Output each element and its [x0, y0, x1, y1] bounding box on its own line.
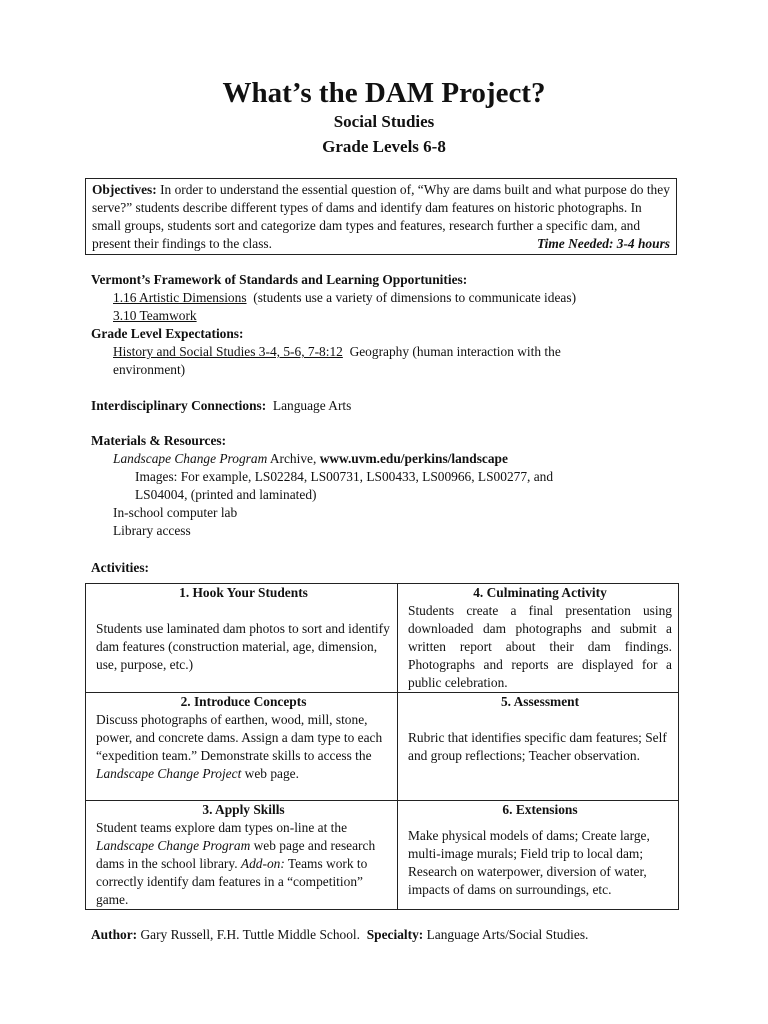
- footer-line: [91, 926, 588, 944]
- materials-lab: In-school computer lab: [113, 505, 238, 520]
- interdisciplinary-line: [91, 397, 351, 415]
- time-needed: Time Needed: 3-4 hours: [536, 236, 670, 251]
- assessment-title: 5. Assessment: [500, 694, 580, 709]
- table-row: [86, 693, 679, 801]
- standard-link-artistic[interactable]: 1.16 Artistic Dimensions: [113, 290, 247, 305]
- gle-heading: Grade Level Expectations:: [91, 326, 244, 341]
- introduce-text-a: Discuss photographs of earthen, wood, mill, stone, power, and concrete dams. Assign a dam type to each “expedition team.” Demonstrate skills to access the: [96, 712, 383, 763]
- addon-text: Teams work to correctly identify dam features in a “competition” game.: [96, 856, 368, 907]
- gle-text1: Geography (human interaction with the: [349, 344, 561, 359]
- gle-line2: environment): [113, 362, 186, 377]
- apply-italic: Landscape Change Program: [96, 838, 251, 853]
- framework-item-teamwork: [113, 307, 197, 325]
- activities-heading: Activities:: [91, 560, 150, 575]
- author-label: Author:: [91, 927, 138, 942]
- culminating-title: 4. Culminating Activity: [473, 585, 607, 600]
- archive-url-link[interactable]: www.uvm.edu/perkins/landscape: [319, 451, 508, 466]
- introduce-italic: Landscape Change Project: [96, 766, 242, 781]
- introduce-text: [96, 711, 391, 783]
- interdisciplinary-text: Language Arts: [272, 398, 352, 413]
- materials-heading: Materials & Resources:: [91, 433, 227, 448]
- objectives-text: In order to understand the essential question of, “Why are dams built and what purpose do they serve?” students describe different types of dams and identify dam features on historic photographs. In small groups, students sort and categorize dam types and features, research further a specific dam, and present their findings to the class.: [92, 182, 670, 251]
- objectives-label: Objectives:: [92, 182, 157, 197]
- apply-cell: [86, 801, 398, 910]
- standard-link-teamwork[interactable]: 3.10 Teamwork: [113, 308, 197, 323]
- specialty-label: Specialty:: [366, 927, 424, 942]
- assessment-cell: [398, 693, 679, 801]
- materials-images-line2: LS04004, (printed and laminated): [135, 487, 317, 502]
- apply-text-a: Student teams explore dam types on-line at the: [96, 820, 348, 835]
- interdisciplinary-label: Interdisciplinary Connections:: [91, 398, 267, 413]
- extensions-text: Make physical models of dams; Create large, multi-image murals; Field trip to local dam; Research on waterpower, diversion of water, impacts of dams on surroundings, etc.: [408, 828, 650, 897]
- framework-item-artistic: [113, 289, 576, 307]
- introduce-cell: [86, 693, 398, 801]
- activities-table: [85, 583, 679, 910]
- materials-images-line1: Images: For example, LS02284, LS00731, LS00433, LS00966, LS00277, and: [135, 469, 554, 484]
- standard-text-artistic: (students use a variety of dimensions to communicate ideas): [253, 290, 577, 305]
- author-name: Gary Russell, F.H. Tuttle Middle School.: [140, 927, 361, 942]
- framework-heading: Vermont’s Framework of Standards and Learning Opportunities:: [91, 272, 468, 287]
- materials-library: Library access: [113, 523, 191, 538]
- extensions-cell: [398, 801, 679, 910]
- hook-title: 1. Hook Your Students: [179, 585, 308, 600]
- apply-text-b: web page and research dams in the school library.: [96, 838, 376, 871]
- objectives-box: [85, 178, 677, 255]
- gle-link[interactable]: History and Social Studies 3-4, 5-6, 7-8:12: [113, 344, 343, 359]
- introduce-text-b: web page.: [244, 766, 299, 781]
- hook-text: Students use laminated dam photos to sort and identify dam features (construction material, age, dimension, use, purpose, etc.): [96, 621, 390, 672]
- subject-subtitle: Social Studies: [333, 112, 435, 131]
- apply-title: 3. Apply Skills: [202, 802, 285, 817]
- gle-line1: [113, 343, 561, 361]
- specialty-text: Language Arts/Social Studies.: [426, 927, 589, 942]
- archive-text: Archive,: [269, 451, 317, 466]
- materials-program-line: [113, 450, 508, 468]
- page-title: What’s the DAM Project?: [222, 77, 546, 109]
- culminating-text: Students create a final presentation using downloaded dam photographs and submit a written report about their dam findings. Photographs and reports are displayed for a public celebration.: [408, 603, 672, 690]
- apply-text: [96, 819, 391, 909]
- addon-label: Add-on:: [240, 856, 285, 871]
- assessment-text: Rubric that identifies specific dam features; Self and group reflections; Teacher observation.: [408, 730, 667, 763]
- culminating-cell: [398, 584, 679, 693]
- hook-cell: [86, 584, 398, 693]
- extensions-title: 6. Extensions: [502, 802, 578, 817]
- introduce-title: 2. Introduce Concepts: [180, 694, 307, 709]
- grade-levels-subtitle: Grade Levels 6-8: [322, 137, 446, 156]
- program-name: Landscape Change Program: [113, 451, 268, 466]
- table-row: [86, 801, 679, 910]
- table-row: [86, 584, 679, 693]
